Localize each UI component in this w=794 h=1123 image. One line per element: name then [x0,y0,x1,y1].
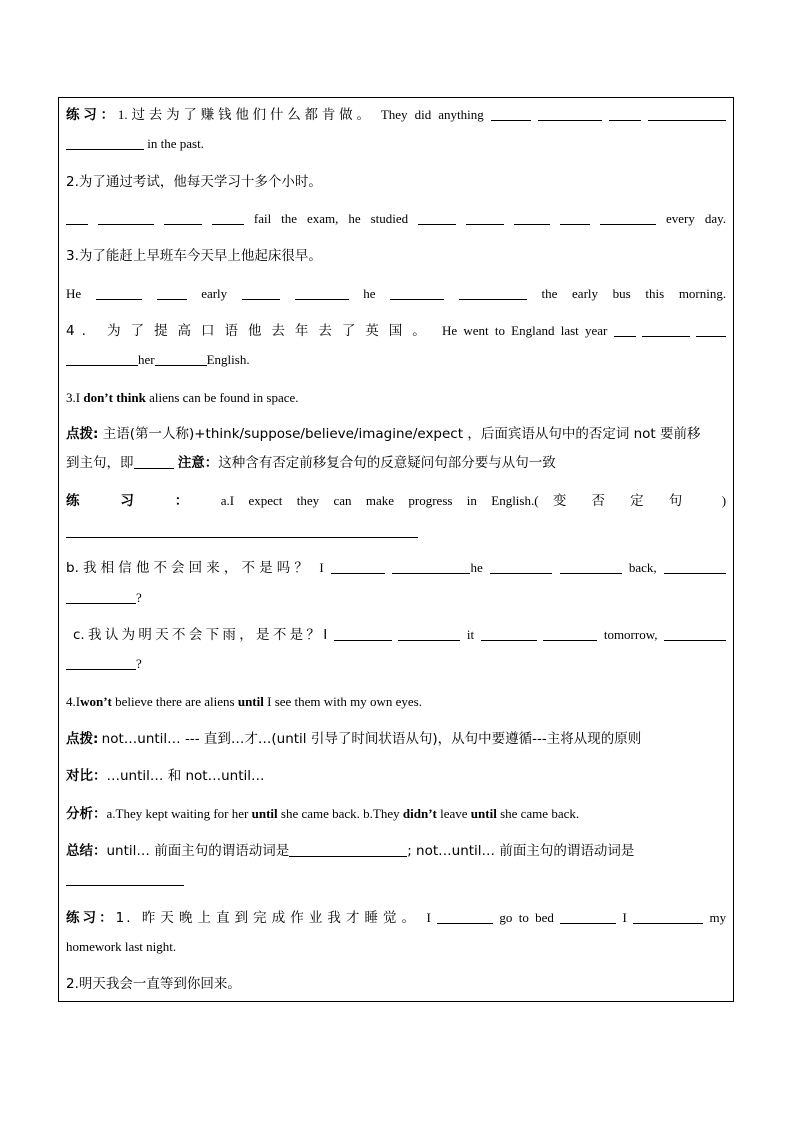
summary-text: until… 前面主句的谓语动词是 [106,843,290,859]
chinese-prompt: b.我相信他不会回来，不是吗？ [66,560,312,576]
exercise3a-line [66,491,726,511]
note-label: 注意： [177,455,219,471]
exercise2-prompt: 2.为了通过考试，他每天学习十多个小时。 [66,174,322,190]
blank[interactable] [212,210,244,225]
english-text: ? [136,656,142,671]
english-text: He [66,286,82,301]
blank[interactable] [543,626,597,641]
english-text: I see them with my own eyes. [267,694,422,709]
blank[interactable] [334,626,392,641]
key-phrase: until [237,694,264,709]
exercise4-1-cont: homework last night. [66,939,177,954]
blank[interactable] [648,106,726,121]
section-number: 4.I [66,694,81,709]
exercise1-line [66,105,726,125]
blank[interactable] [437,909,493,924]
exercise3a-answer [66,522,726,542]
summary-line [66,841,726,861]
english-text: her [138,352,155,367]
blank[interactable] [642,322,690,337]
english-text: she came back. [500,806,580,821]
blank[interactable] [490,559,552,574]
summary-cont [66,870,726,890]
english-text: English. [206,352,250,367]
blank[interactable] [98,210,154,225]
blank[interactable] [134,454,174,469]
tip-label: 点拨: [66,731,99,747]
blank[interactable] [664,626,726,641]
exercise4-1-line [66,908,726,928]
section-number: 3.I [66,390,81,405]
blank[interactable] [459,285,527,300]
summary-label: 总结： [66,843,107,859]
english-text: aliens can be found in space. [149,390,299,405]
chinese-prompt: 过去为了赚钱他们什么都肯做。 [127,107,374,123]
exercise4-2-prompt: 2.明天我会一直等到你回来。 [66,976,241,992]
key-phrase: until [470,806,497,821]
blank[interactable] [481,626,537,641]
english-text: early [201,286,228,301]
chinese-prompt: 4. 为了提高口语他去年去了英国。 [66,323,436,339]
exercise3c-cont [66,654,726,674]
blank[interactable] [66,871,184,886]
tip-label: 点拨: [66,426,99,442]
exercise-label: 练习： [66,910,116,926]
blank[interactable] [295,285,349,300]
blank[interactable] [331,559,385,574]
analysis-line [66,804,726,824]
blank[interactable] [538,106,602,121]
exercise2-line [66,209,726,229]
blank[interactable] [242,285,280,300]
exercise4-cont [66,350,726,370]
blank[interactable] [514,210,550,225]
exercise-label: 练习： [66,107,118,123]
blank[interactable] [398,626,460,641]
english-text: in the past. [147,136,204,151]
blank[interactable] [66,135,144,150]
english-text: fail the exam, he studied [253,211,409,226]
key-phrase: won’t [80,694,112,709]
english-text: he [470,560,483,575]
english-text: go to bed [499,910,554,925]
worksheet-box [58,97,734,1002]
compare-text: …until… 和 not…until… [106,768,265,784]
english-text: He went to England last year [441,323,608,338]
blank[interactable] [560,909,616,924]
blank[interactable] [491,106,531,121]
blank[interactable] [164,210,202,225]
blank[interactable] [155,351,207,366]
english-text: my [709,910,727,925]
exercise-label: 练 习 ： [66,493,207,509]
exercise1-cont [66,134,726,154]
tip-text: 主语(第一人称)+think/suppose/believe/imagine/expect ，后面宾语从句中的否定词 not 要前移 [102,426,701,442]
summary-text: ; not…until… 前面主句的谓语动词是 [407,843,635,859]
compare-label: 对比： [66,768,107,784]
blank[interactable] [66,351,138,366]
blank[interactable] [560,559,622,574]
english-text: I [622,910,627,925]
tip4-line [66,729,726,749]
key-phrase: until [251,806,278,821]
key-phrase: didn’t [402,806,437,821]
blank[interactable] [390,285,444,300]
exercise3-line [66,284,726,304]
exercise3-prompt: 3.为了能赶上早班车今天早上他起床很早。 [66,248,322,264]
tip-text: 到主句，即 [66,455,134,471]
blank[interactable] [66,589,136,604]
blank[interactable] [633,909,703,924]
english-text: ? [136,590,142,605]
blank[interactable] [664,559,726,574]
english-text: a.I expect they can make progress in English.( [220,493,539,508]
section4-sentence [66,692,726,712]
blank[interactable] [157,285,187,300]
blank[interactable] [609,106,641,121]
english-text: the early bus this morning. [541,286,727,301]
section3-sentence [66,388,726,408]
chinese-prompt: 1. 昨天晚上直到完成作业我才睡觉。 [115,910,421,926]
tip-text: not…until… --- 直到…才…(until 引导了时间状语从句)，从句中要遵循---主将从现的原则 [101,731,642,747]
tip3-line [66,424,726,444]
analysis-label: 分析： [66,806,107,822]
answer-line[interactable] [66,527,418,538]
english-text: every day. [666,211,727,226]
blank[interactable] [560,210,590,225]
tip3-cont [66,453,726,473]
english-text: believe there are aliens [115,694,235,709]
english-text: he [363,286,376,301]
blank[interactable] [600,210,656,225]
blank[interactable] [614,322,636,337]
note-text: 这种含有否定前移复合句的反意疑问句部分要与从句一致 [218,455,556,471]
blank[interactable] [96,285,142,300]
key-phrase: don’t think [83,390,146,405]
english-text: a.They kept waiting for her [106,806,249,821]
blank[interactable] [696,322,726,337]
english-text: she came back. b.They [280,806,400,821]
english-text: I [426,910,431,925]
exercise4-line [66,321,726,341]
english-text: They did anything [380,107,484,122]
blank[interactable] [418,210,456,225]
blank[interactable] [289,842,407,857]
exercise3c-line [73,625,726,645]
exercise3b-cont [66,588,726,608]
english-text: leave [440,806,468,821]
english-text: it [466,627,475,642]
chinese-prompt: c.我认为明天不会下雨，是不是？I [73,627,328,643]
item-number: 1. [117,107,128,122]
exercise3b-line [66,558,726,578]
blank[interactable] [66,210,88,225]
english-text: back, [628,560,657,575]
blank[interactable] [66,655,136,670]
compare-line [66,766,726,786]
blank[interactable] [392,559,470,574]
english-text: I [319,560,324,575]
english-text: ) [721,493,727,508]
english-text: tomorrow, [603,627,658,642]
blank[interactable] [466,210,504,225]
chinese-instruction: 变否定句 [552,493,708,509]
